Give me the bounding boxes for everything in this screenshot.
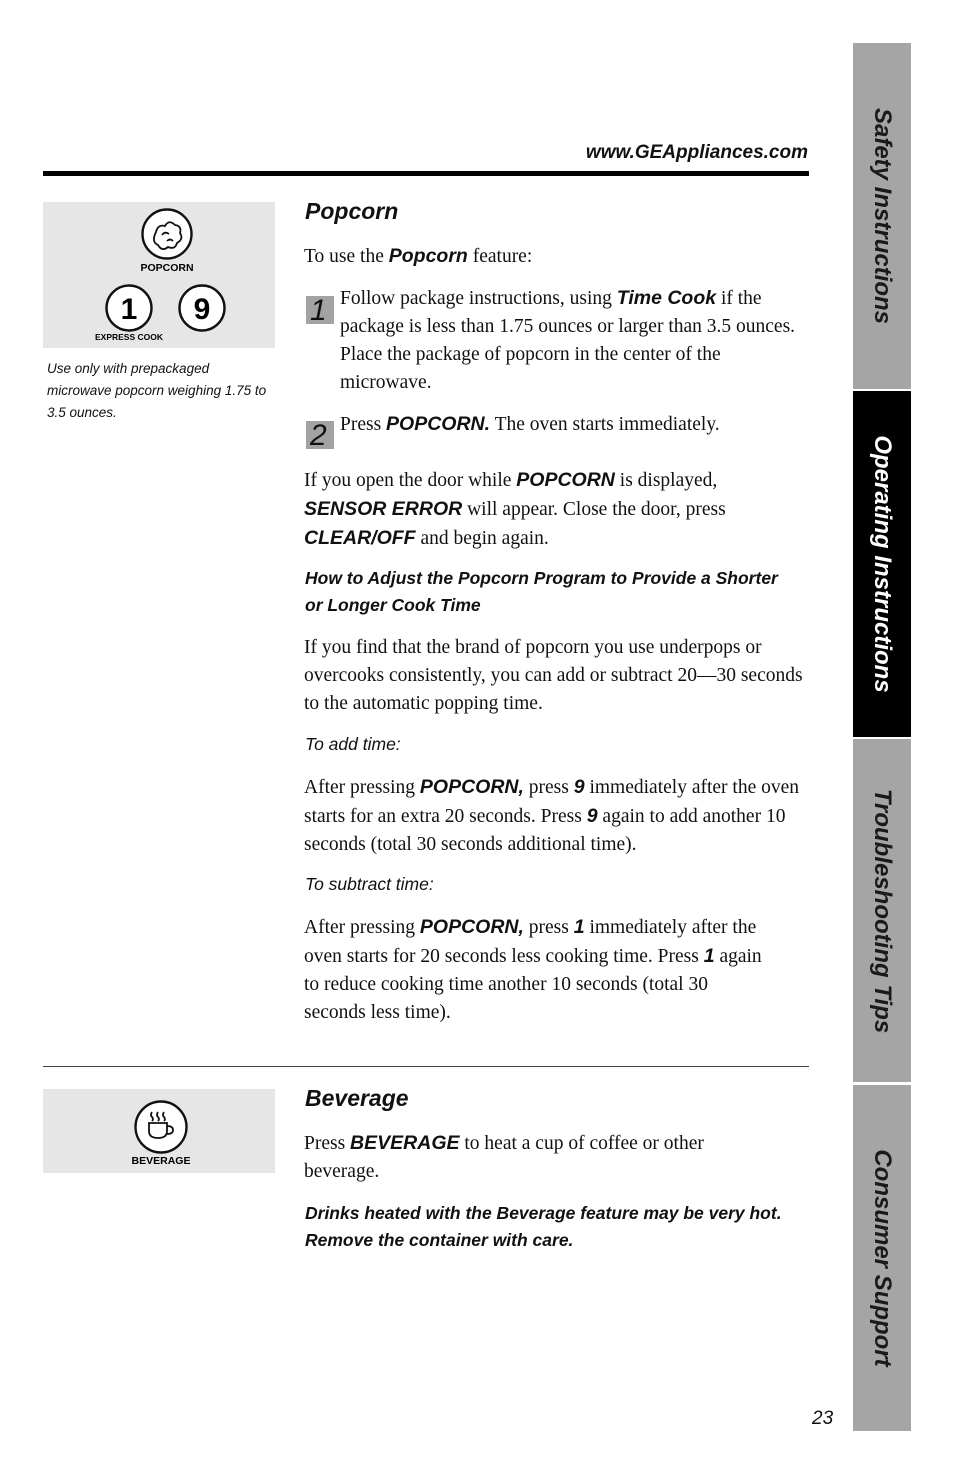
step-2-text: Press POPCORN. The oven starts immediately. <box>340 413 720 435</box>
add-time-text: After pressing POPCORN, press 9 immediately after the oven starts for an extra 20 seconds. Press 9 again to add another 10 seconds (total 30 seconds additional time). <box>304 776 800 855</box>
tab-troubleshooting-tips[interactable] <box>853 739 911 1082</box>
key-1-label: 1 <box>120 293 138 326</box>
tab-safety-instructions[interactable] <box>853 43 911 389</box>
key-1 <box>107 286 152 331</box>
adjust-heading: How to Adjust the Popcorn Program to Provide a Shorter or Longer Cook Time <box>305 568 778 615</box>
subtract-time-label: To subtract time: <box>305 874 434 894</box>
beverage-title: Beverage <box>305 1085 409 1111</box>
popcorn-keypad-graphic <box>43 202 275 348</box>
adjust-body: If you find that the brand of popcorn you use underpops or overcooks consistently, you can add or subtract 20—30 seconds to the automatic popping time. <box>304 637 803 714</box>
popcorn-keypad-panel <box>43 202 275 348</box>
beverage-warning: Drinks heated with the Beverage feature may be very hot. Remove the container with care. <box>305 1203 782 1250</box>
step-1-text: Follow package instructions, using Time Cook if the package is less than 1.75 ounces or larger than 3.5 ounces. Place the package of popcorn in the center of the microwave. <box>340 287 796 393</box>
website-url: www.GEAppliances.com <box>585 142 808 163</box>
popcorn-note: Use only with prepackaged microwave popcorn weighing 1.75 to 3.5 ounces. <box>47 361 267 420</box>
tab-consumer-support[interactable] <box>853 1085 911 1431</box>
section-tabs <box>853 43 911 1431</box>
beverage-keypad-graphic <box>43 1089 275 1173</box>
page-number: 23 <box>812 1408 834 1429</box>
header-rule <box>43 171 809 176</box>
section-divider <box>43 1066 809 1067</box>
door-open-text: If you open the door while POPCORN is displayed, SENSOR ERROR will appear. Close the door, press CLEAR/OFF and begin again. <box>304 469 726 549</box>
beverage-keypad-panel <box>43 1089 275 1173</box>
popcorn-key-label: POPCORN <box>140 262 194 274</box>
tab-label: Consumer Support <box>869 1149 896 1367</box>
popcorn-intro: To use the Popcorn feature: <box>304 245 533 267</box>
beverage-body: Press BEVERAGE to heat a cup of coffee or other beverage. <box>304 1132 704 1182</box>
popcorn-title: Popcorn <box>305 198 399 224</box>
tab-label: Troubleshooting Tips <box>869 788 896 1033</box>
express-cook-label: EXPRESS COOK <box>94 332 164 342</box>
key-9 <box>180 286 225 331</box>
step-2-number: 2 <box>306 421 334 449</box>
subtract-time-text: After pressing POPCORN, press 1 immediately after the oven starts for 20 seconds less cooking time. Press 1 again to reduce cooking time another 10 seconds (total 30 seconds less time). <box>304 916 762 1023</box>
popcorn-key <box>143 210 192 259</box>
tab-label: Operating Instructions <box>869 435 896 693</box>
tab-label: Safety Instructions <box>869 107 896 325</box>
key-9-label: 9 <box>193 293 211 326</box>
step-1-number: 1 <box>306 296 334 324</box>
beverage-key <box>136 1102 187 1153</box>
add-time-label: To add time: <box>305 734 401 754</box>
beverage-key-label: BEVERAGE <box>131 1155 191 1167</box>
tab-operating-instructions[interactable] <box>853 391 911 737</box>
